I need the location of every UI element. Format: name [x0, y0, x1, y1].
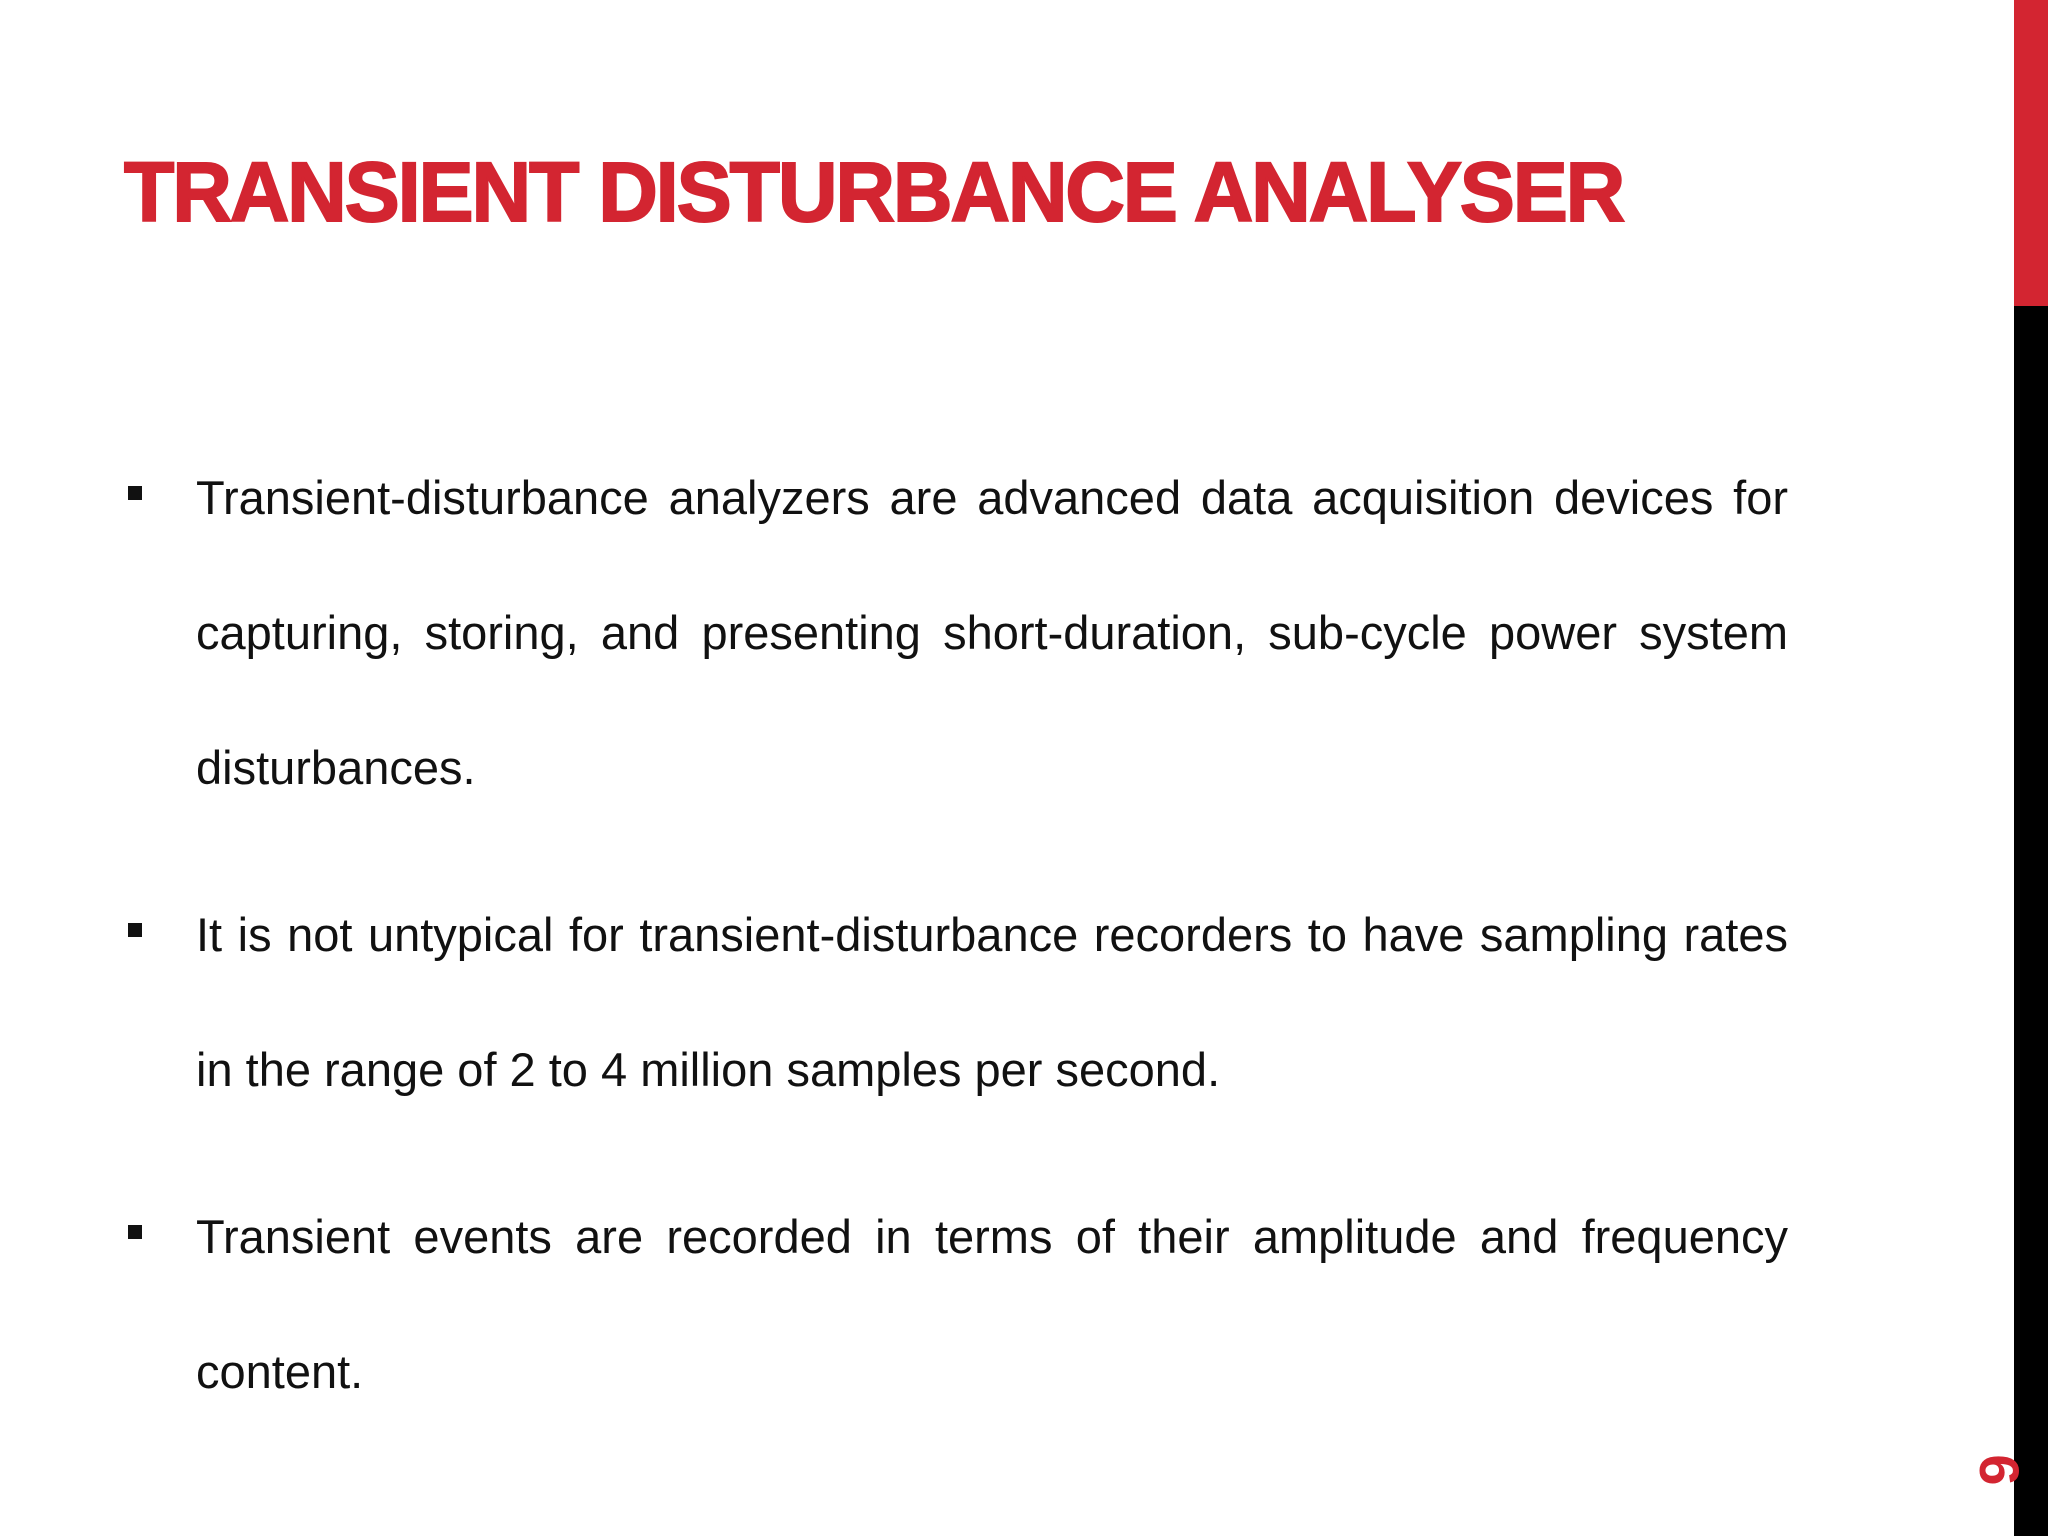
bullet-item [124, 867, 1788, 1137]
bullet-item [124, 430, 1788, 835]
slide-number: 6 [1968, 1454, 2032, 1486]
square-bullet-icon [128, 1225, 142, 1239]
bullet-list [124, 430, 1788, 1471]
square-bullet-icon [128, 486, 142, 500]
bullet-item [124, 1169, 1788, 1439]
side-bar [2014, 0, 2048, 1536]
slide-title: TRANSIENT DISTURBANCE ANALYSER [124, 145, 1624, 239]
bullet-text: Transient events are recorded in terms of their amplitude and frequency content. [196, 1210, 1788, 1398]
side-bar-accent [2014, 0, 2048, 306]
bullet-text: It is not untypical for transient-disturbance recorders to have sampling rates in the range of 2 to 4 million samples per second. [196, 908, 1788, 1096]
square-bullet-icon [128, 923, 142, 937]
bullet-text: Transient-disturbance analyzers are advanced data acquisition devices for capturing, storing, and presenting short-duration, sub-cycle power system disturbances. [196, 471, 1788, 794]
